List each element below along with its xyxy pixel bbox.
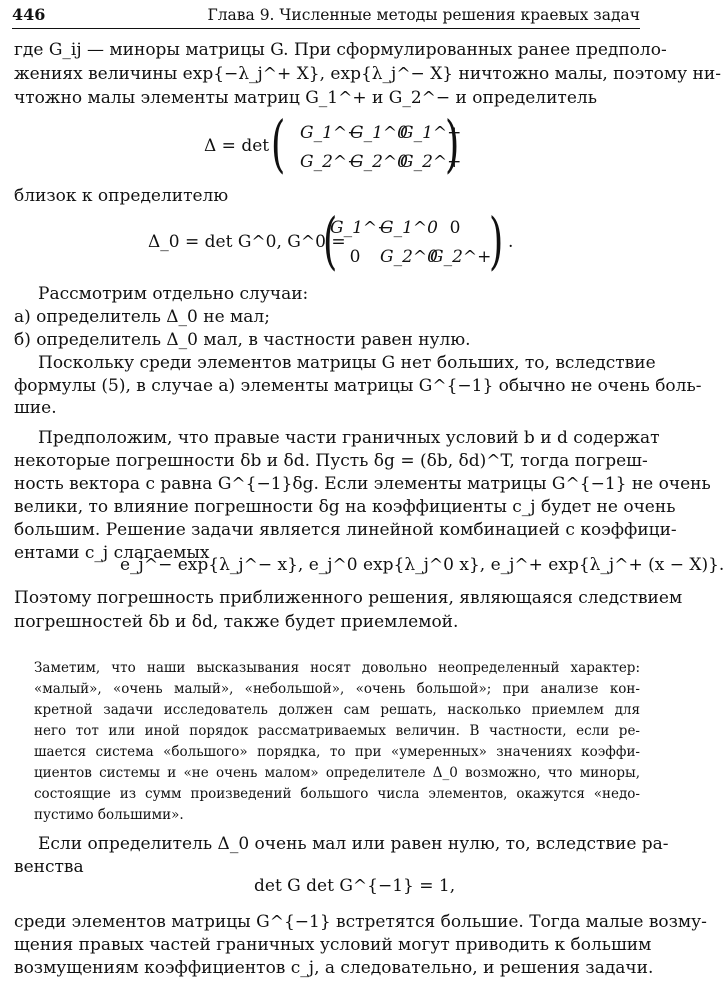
- text-line: шие.: [14, 398, 57, 418]
- text-line: погрешностей δb и δd, также будет приемлемой.: [14, 612, 459, 632]
- text-line: формулы (5), в случае а) элементы матрицы G^{−1} обычно не очень боль-: [14, 376, 702, 396]
- matrix-cell: G_1^+: [400, 123, 462, 143]
- matrix-cell: 0: [449, 218, 461, 238]
- equation-period: .: [508, 232, 514, 252]
- matrix-cell: G_2^+: [430, 247, 492, 267]
- chapter-title: Глава 9. Численные методы решения краевых задач: [207, 6, 640, 24]
- page-number: 446: [12, 5, 46, 24]
- matrix-cell: 0: [349, 247, 361, 267]
- text-line: ентами c_j слагаемых: [14, 543, 210, 563]
- text-line: ность вектора c равна G^{−1}δg. Если элементы матрицы G^{−1} не очень: [14, 474, 711, 494]
- matrix-cell: G_2^−: [300, 152, 362, 172]
- equation-delta-label: Δ = det: [204, 136, 270, 156]
- running-header: [12, 2, 640, 29]
- note-line: циентов системы и «не очень малом» определителе Δ_0 возможно, что миноры,: [34, 765, 640, 781]
- matrix-row: [300, 152, 462, 172]
- matrix-cell: G_2^+: [400, 152, 462, 172]
- right-paren: ): [444, 107, 460, 180]
- matrix-row: [330, 247, 492, 267]
- text-line: возмущениям коэффициентов c_j, а следовательно, и решения задачи.: [14, 958, 654, 978]
- note-line: пустимо большими».: [34, 807, 184, 823]
- equation-delta0-label: Δ_0 = det G^0, G^0 =: [148, 232, 346, 252]
- text-line: некоторые погрешности δb и δd. Пусть δg = (δb, δd)^T, тогда погреш-: [14, 451, 648, 471]
- text-line: велики, то влияние погрешности δg на коэффициенты c_j будет не очень: [14, 497, 676, 517]
- left-paren: (: [270, 107, 286, 180]
- text-line: близок к определителю: [14, 186, 229, 206]
- note-line: «малый», «очень малый», «небольшой», «очень большой»; при анализе кон-: [34, 681, 640, 697]
- text-line: б) определитель Δ_0 мал, в частности равен нулю.: [14, 330, 471, 350]
- text-line: среди элементов матрицы G^{−1} встретятся большие. Тогда малые возму-: [14, 912, 707, 932]
- text-line: Предположим, что правые части граничных условий b и d содержат: [38, 428, 660, 448]
- text-line: Поскольку среди элементов матрицы G нет больших, то, вследствие: [38, 353, 656, 373]
- text-line: щения правых частей граничных условий могут приводить к большим: [14, 935, 652, 955]
- matrix-cell: G_1^0: [380, 218, 438, 238]
- note-line: состоящие из сумм произведений большого числа элементов, окажутся «недо-: [34, 786, 640, 802]
- equation-terms: e_j^− exp{λ_j^− x}, e_j^0 exp{λ_j^0 x}, e_j^+ exp{λ_j^+ (x − X)}.: [120, 555, 724, 575]
- text-line: Поэтому погрешность приближенного решения, являющаяся следствием: [14, 588, 683, 608]
- matrix-cell: G_2^0: [350, 152, 408, 172]
- matrix-cell: G_2^0: [380, 247, 438, 267]
- matrix-cell: G_1^−: [300, 123, 362, 143]
- text-line: где G_ij — миноры матрицы G. При сформулированных ранее предполо-: [14, 40, 667, 60]
- equation-det: det G det G^{−1} = 1,: [254, 876, 456, 896]
- right-paren: ): [488, 204, 504, 277]
- left-paren: (: [322, 204, 338, 277]
- matrix-cell: G_1^−: [330, 218, 392, 238]
- note-line: шается система «большого» порядка, то при «умеренных» значениях коэффи-: [34, 744, 640, 760]
- text-line: большим. Решение задачи является линейной комбинацией с коэффици-: [14, 520, 677, 540]
- text-line: чтожно малы элементы матриц G_1^+ и G_2^− и определитель: [14, 88, 597, 108]
- text-line: венства: [14, 857, 84, 877]
- text-line: а) определитель Δ_0 не мал;: [14, 307, 270, 327]
- matrix-row: [330, 218, 480, 238]
- note-line: него тот или иной порядок рассматриваемых величин. В частности, если ре-: [34, 723, 640, 739]
- matrix-row: [300, 123, 462, 143]
- text-line: жениях величины exp{−λ_j^+ X}, exp{λ_j^− X} ничтожно малы, поэтому ни-: [14, 64, 721, 84]
- text-line: Если определитель Δ_0 очень мал или равен нулю, то, вследствие ра-: [38, 834, 669, 854]
- note-line: Заметим, что наши высказывания носят довольно неопределенный характер:: [34, 660, 640, 676]
- note-line: кретной задачи исследователь должен сам решать, насколько приемлем для: [34, 702, 640, 718]
- text-line: Рассмотрим отдельно случаи:: [38, 284, 309, 304]
- matrix-cell: G_1^0: [350, 123, 408, 143]
